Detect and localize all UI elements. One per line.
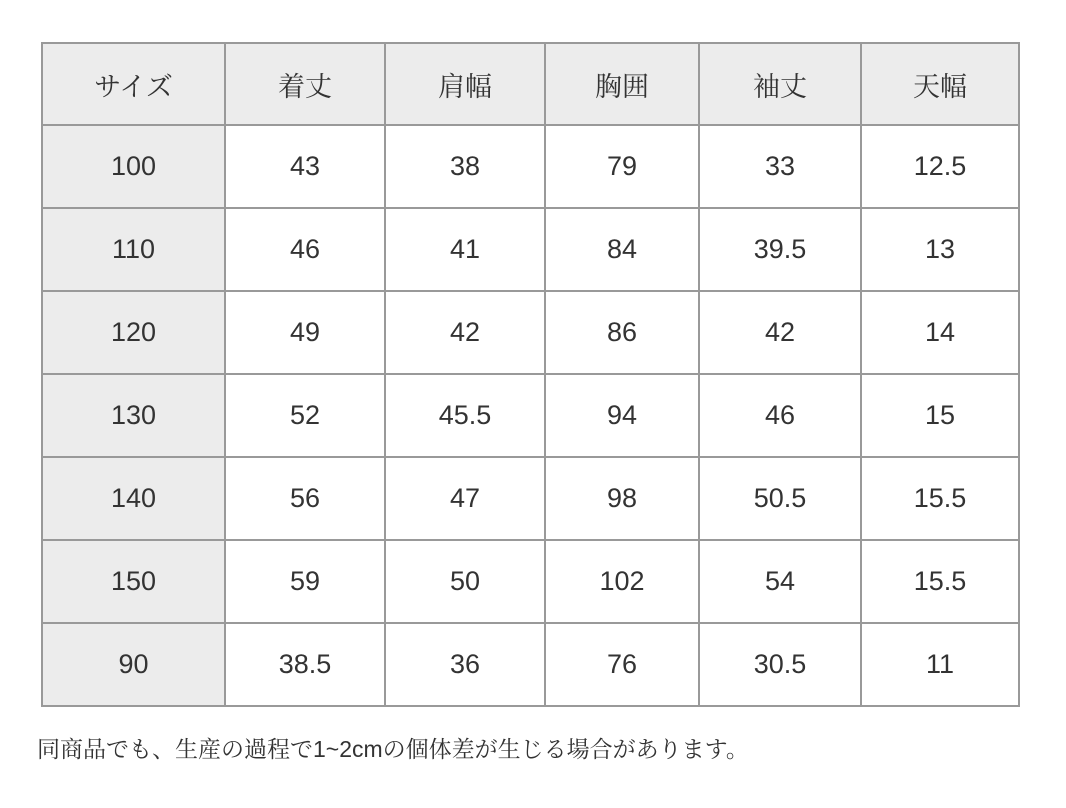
size-cell: 150: [42, 540, 225, 623]
measurement-cell: 14: [861, 291, 1019, 374]
size-chart-head: [42, 43, 1019, 125]
measurement-cell: 36: [385, 623, 545, 706]
measurement-cell: 102: [545, 540, 699, 623]
measurement-cell: 98: [545, 457, 699, 540]
measurement-cell: 15.5: [861, 457, 1019, 540]
column-header: 袖丈: [699, 43, 861, 125]
measurement-cell: 49: [225, 291, 385, 374]
table-row: [42, 623, 1019, 706]
column-header: 天幅: [861, 43, 1019, 125]
measurement-cell: 42: [385, 291, 545, 374]
measurement-cell: 46: [699, 374, 861, 457]
size-cell: 130: [42, 374, 225, 457]
size-cell: 100: [42, 125, 225, 208]
measurement-cell: 79: [545, 125, 699, 208]
column-header: サイズ: [42, 43, 225, 125]
measurement-cell: 42: [699, 291, 861, 374]
size-cell: 110: [42, 208, 225, 291]
measurement-cell: 38.5: [225, 623, 385, 706]
table-row: [42, 374, 1019, 457]
measurement-cell: 54: [699, 540, 861, 623]
column-header: 胸囲: [545, 43, 699, 125]
measurement-cell: 39.5: [699, 208, 861, 291]
measurement-cell: 30.5: [699, 623, 861, 706]
measurement-cell: 12.5: [861, 125, 1019, 208]
header-row: [42, 43, 1019, 125]
measurement-cell: 59: [225, 540, 385, 623]
size-variance-note: 同商品でも、生産の過程で1~2cmの個体差が生じる場合があります。: [37, 736, 749, 762]
measurement-cell: 50: [385, 540, 545, 623]
table-row: [42, 208, 1019, 291]
table-row: [42, 291, 1019, 374]
size-chart-table: [41, 42, 1020, 707]
measurement-cell: 11: [861, 623, 1019, 706]
measurement-cell: 45.5: [385, 374, 545, 457]
measurement-cell: 43: [225, 125, 385, 208]
measurement-cell: 50.5: [699, 457, 861, 540]
measurement-cell: 15: [861, 374, 1019, 457]
measurement-cell: 47: [385, 457, 545, 540]
measurement-cell: 33: [699, 125, 861, 208]
size-cell: 90: [42, 623, 225, 706]
column-header: 肩幅: [385, 43, 545, 125]
measurement-cell: 41: [385, 208, 545, 291]
measurement-cell: 86: [545, 291, 699, 374]
measurement-cell: 46: [225, 208, 385, 291]
table-row: [42, 457, 1019, 540]
measurement-cell: 76: [545, 623, 699, 706]
measurement-cell: 94: [545, 374, 699, 457]
measurement-cell: 52: [225, 374, 385, 457]
table-row: [42, 540, 1019, 623]
measurement-cell: 84: [545, 208, 699, 291]
size-cell: 140: [42, 457, 225, 540]
measurement-cell: 13: [861, 208, 1019, 291]
size-cell: 120: [42, 291, 225, 374]
measurement-cell: 38: [385, 125, 545, 208]
size-chart-body: [42, 125, 1019, 706]
measurement-cell: 15.5: [861, 540, 1019, 623]
column-header: 着丈: [225, 43, 385, 125]
table-row: [42, 125, 1019, 208]
measurement-cell: 56: [225, 457, 385, 540]
